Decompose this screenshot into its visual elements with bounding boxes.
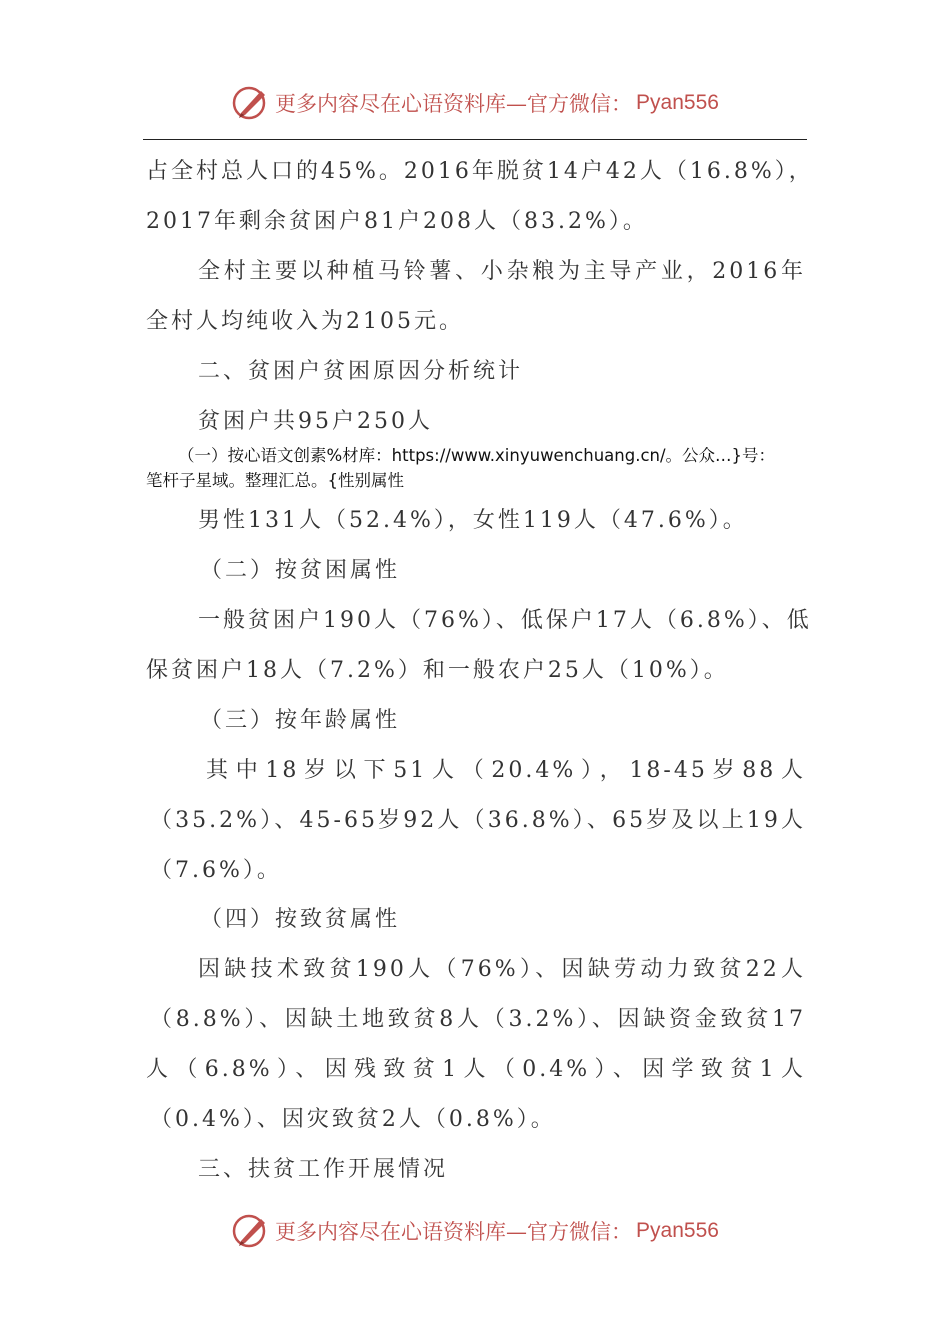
footer-banner (0, 1206, 950, 1256)
body-line: 人（6.8%）、因残致贫1人（0.4%）、因学致贫1人 (146, 1057, 806, 1082)
footer-wechat-id: Pyan556 (636, 1219, 719, 1242)
body-line: 因缺技术致贫190人（76%）、因缺劳动力致贫22人 (198, 957, 806, 982)
header-banner (0, 78, 950, 128)
section-heading: 二、贫困户贫困原因分析统计 (198, 359, 524, 384)
body-line: 贫困户共95户250人 (198, 409, 433, 434)
subsection-heading: （三）按年龄属性 (200, 708, 401, 733)
body-line: 一般贫困户190人（76%）、低保户17人（6.8%）、低 (198, 608, 812, 633)
body-line: （7.6%）。 (150, 858, 282, 883)
pen-logo-icon (231, 83, 271, 123)
subsection-heading: （四）按致贫属性 (200, 907, 401, 932)
watermark-line: （一）按心语文创素%材库：https://www.xinyuwenchuang.cn/。公众…}号： (178, 446, 776, 465)
body-line: （35.2%）、45-65岁92人（36.8%）、65岁及以上19人 (150, 808, 806, 833)
body-line: （0.4%）、因灾致贫2人（0.8%）。 (150, 1107, 556, 1132)
pen-logo-icon (231, 1211, 271, 1251)
watermark-line: 笔杆子星域。整理汇总。{性别属性 (146, 471, 404, 490)
header-banner-text: 更多内容尽在心语资料库—官方微信： (275, 92, 633, 116)
section-heading: 三、扶贫工作开展情况 (198, 1157, 449, 1182)
body-line: （8.8%）、因缺土地致贫8人（3.2%）、因缺资金致贫17 (150, 1007, 806, 1032)
body-line: 全村主要以种植马铃薯、小杂粮为主导产业，2016年 (198, 259, 806, 284)
footer-banner-text: 更多内容尽在心语资料库—官方微信： (275, 1220, 633, 1244)
body-line: 全村人均纯收入为2105元。 (146, 309, 464, 334)
body-line: 2017年剩余贫困户81户208人（83.2%）。 (146, 209, 648, 234)
body-line: 其中18岁以下51人（20.4%），18-45岁88人 (206, 758, 806, 783)
body-line: 保贫困户18人（7.2%）和一般农户25人（10%）。 (146, 658, 729, 683)
header-divider (143, 139, 807, 140)
body-line: 男性131人（52.4%），女性119人（47.6%）。 (198, 508, 748, 533)
subsection-heading: （二）按贫困属性 (200, 558, 401, 583)
header-wechat-id: Pyan556 (636, 91, 719, 114)
body-line: 占全村总人口的45%。2016年脱贫14户42人（16.8%）， (146, 159, 814, 184)
